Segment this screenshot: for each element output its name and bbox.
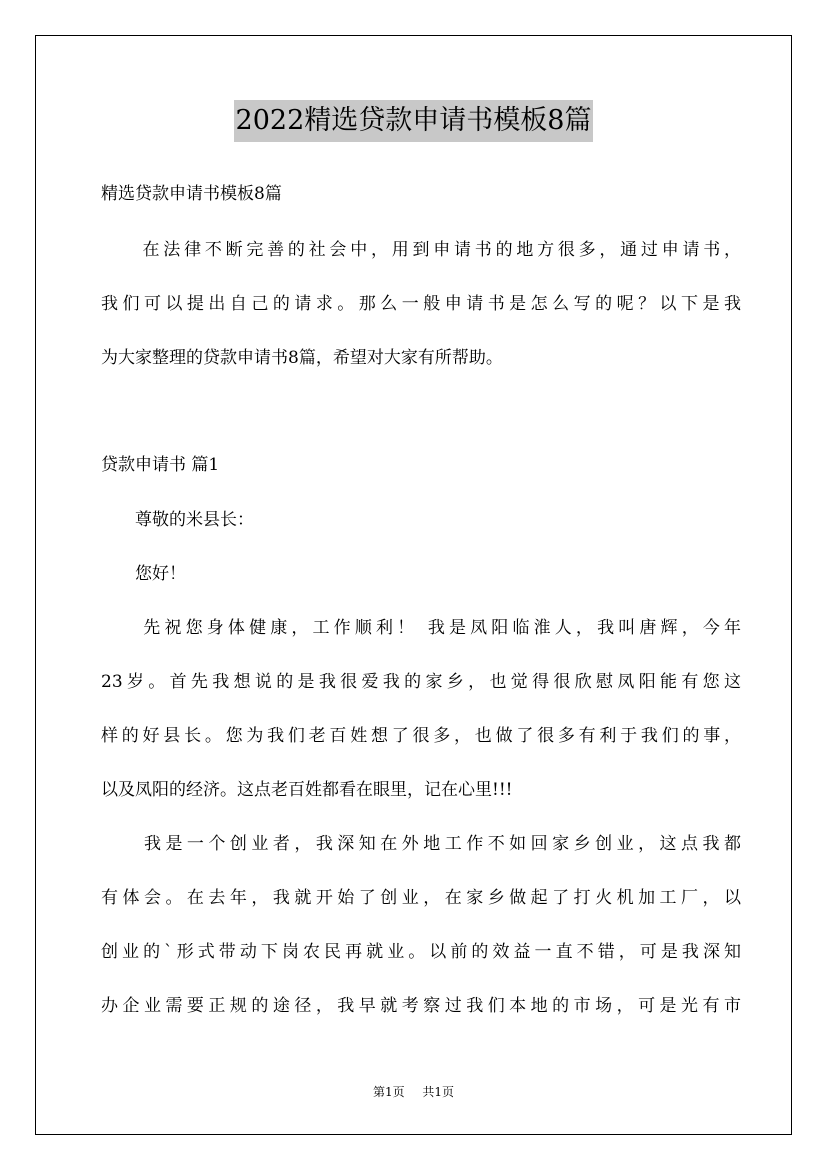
page-number: 第1页: [373, 1085, 405, 1099]
subtitle: 精选贷款申请书模板8篇: [101, 184, 282, 204]
document-title-text: 2022精选贷款申请书模板8篇: [234, 100, 594, 142]
paragraph2-line-2: 有体会。在去年，我就开始了创业，在家乡做起了打火机加工厂，以: [101, 888, 741, 908]
paragraph1-line-3: 样的好县长。您为我们老百姓想了很多，也做了很多有利于我们的事，: [101, 726, 741, 746]
paragraph1-line-2: 23岁。首先我想说的是我很爱我的家乡，也觉得很欣慰凤阳能有您这: [101, 672, 741, 692]
greeting: 您好！: [101, 564, 186, 584]
salutation: 尊敬的米县长：: [101, 510, 254, 530]
intro-line-2: 我们可以提出自己的请求。那么一般申请书是怎么写的呢？以下是我: [101, 294, 741, 314]
paragraph2-line-3: 创业的`形式带动下岗农民再就业。以前的效益一直不错，可是我深知: [101, 942, 741, 962]
section-heading: 贷款申请书 篇1: [101, 455, 220, 475]
paragraph1-line-4: 以及凤阳的经济。这点老百姓都看在眼里，记在心里!!!: [101, 780, 513, 800]
paragraph2-line-1: 我是一个创业者，我深知在外地工作不如回家乡创业，这点我都: [101, 834, 741, 854]
document-title: [0, 100, 827, 142]
intro-line-3: 为大家整理的贷款申请书8篇，希望对大家有所帮助。: [101, 348, 503, 368]
page-footer: [0, 1083, 827, 1100]
paragraph2-line-4: 办企业需要正规的途径，我早就考察过我们本地的市场，可是光有市: [101, 996, 741, 1016]
intro-line-1: 在法律不断完善的社会中，用到申请书的地方很多，通过申请书，: [101, 240, 741, 260]
paragraph1-line-1: 先祝您身体健康，工作顺利！ 我是凤阳临淮人，我叫唐辉，今年: [101, 618, 741, 638]
page-total: 共1页: [422, 1085, 454, 1099]
